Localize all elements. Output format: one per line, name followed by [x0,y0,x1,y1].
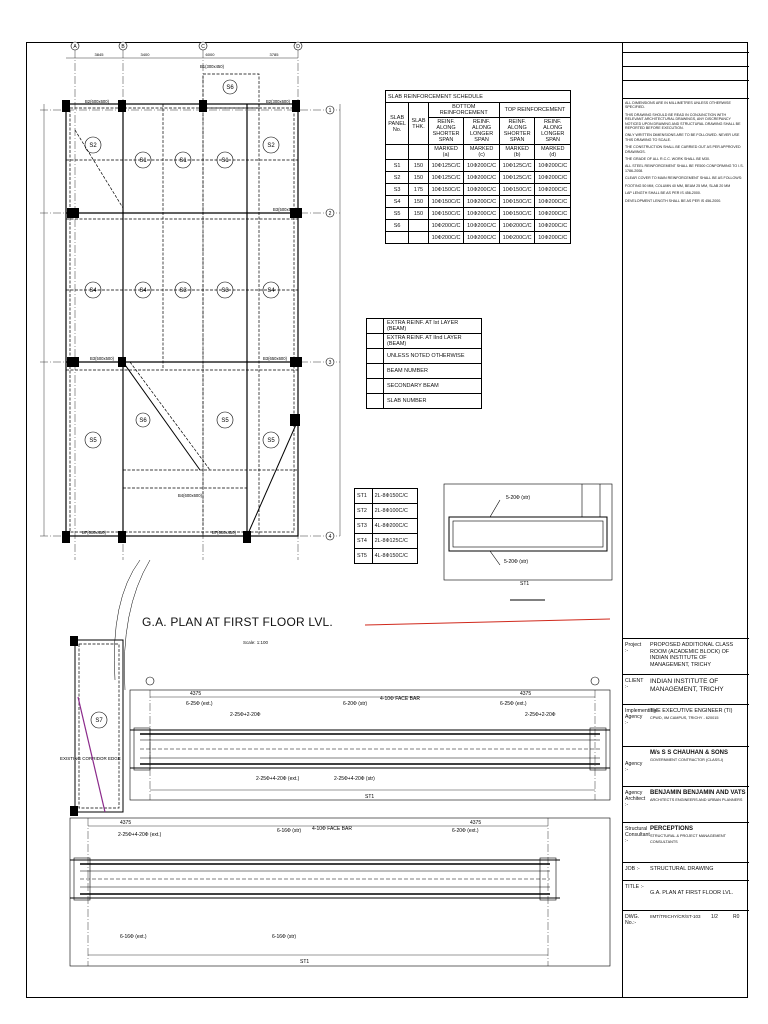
rev-value: R0 [733,914,740,920]
beam-label: B3(650x600) [263,356,287,361]
tb-agency [623,746,749,786]
span-label: 4375 [470,820,482,826]
struct-sub: STRUCTURAL & PROJECT MANAGEMENT CONSULTANTS [650,833,726,845]
stirrup-row [355,504,418,519]
beam-label: B3(500x500) [273,207,297,212]
stirrup-cell: 2L-8Ф125C/C [372,534,417,549]
schedule-cell: 10Ф200C/C [535,208,571,220]
note-item: DEVELOPMENT LENGTH SHALL BE AS PER IS 456-2000. [625,198,722,203]
beam-labels [60,64,298,761]
stirrup-cell: ST2 [355,504,373,519]
plan-scale: Scale: 1:100 [243,640,269,645]
dim-text: 3400 [140,52,150,57]
schedule-cell: S4 [386,196,409,208]
note-item: LAP LENGTH SHALL BE AS PER IS 456-2000. [625,191,701,196]
schedule-cell: 10Ф200C/C [464,232,500,244]
beam-label: B2(300x600) [266,99,290,104]
schedule-cell [409,232,429,244]
stirrup-cell: ST4 [355,534,373,549]
general-notes [623,98,749,638]
grid-label: 3 [328,360,332,366]
bar-label: 6-16Ф (str) [272,934,297,940]
stirrup-cell: 4L-8Ф150C/C [372,549,417,564]
schedule-cell: 10Ф200C/C [535,196,571,208]
job-label: JOB :- [625,866,640,872]
slab-label: S2 [267,143,275,149]
agency-sub: GOVERNMENT CONTRACTOR (CLASS-I) [650,757,724,762]
job-value: STRUCTURAL DRAWING [650,866,714,872]
schedule-cell: 150 [409,208,429,220]
project-value: PROPOSED ADDITIONAL CLASS ROOM (ACADEMIC BLOCK) OF INDIAN INSTITUTE OF MANAGEMENT, TRICHY [650,642,734,668]
grid-label: C [201,44,205,50]
schedule-cell: 10Ф200C/C [464,220,500,232]
columns [62,100,302,816]
title-value: G.A. PLAN AT FIRST FLOOR LVL. [650,890,734,896]
stirrup-cell: 2L-8Ф100C/C [372,504,417,519]
schedule-mark: MARKED (c) [464,145,500,160]
tb-project [623,638,749,674]
schedule-cell: 10Ф200C/C [499,232,535,244]
schedule-head: TOP REINFORCEMENT [499,103,570,118]
slab-circles [85,80,279,728]
slab-label: S2 [89,143,97,149]
section-bottom-label: 5-20Ф (str) [504,559,529,565]
schedule-cell: S2 [386,172,409,184]
grid-bubbles [71,42,334,540]
bar-label: 6-20Ф (str) [343,701,368,707]
note-item: THE GRADE OF ALL R.C.C. WORK SHALL BE M30. [625,157,711,162]
arch-sub: ARCHITECTS ENGINEERS AND URBAN PLANNERS [650,797,743,802]
schedule-head: BOTTOM REINFORCEMENT [428,103,499,118]
slab-label: S4 [267,288,275,294]
dim-text: 3785 [269,52,279,57]
project-label: Project :- [625,642,642,654]
schedule-cell: S5 [386,208,409,220]
schedule-cell: 10Ф200C/C [535,172,571,184]
stirrup-cell: 4L-8Ф200C/C [372,519,417,534]
struct-label: Structural Consultant :- [625,826,650,844]
schedule-cell: 10Ф200C/C [535,160,571,172]
schedule-title: SLAB REINFORCEMENT SCHEDULE [386,91,571,103]
bar-label: 6-16Ф (ext.) [120,934,147,940]
slab-label: S5 [267,438,275,444]
schedule-cell: 10Ф125C/C [428,160,464,172]
grid-label: 2 [328,211,332,217]
beam-label: B7(600x450) [212,530,236,535]
schedule-head: SLAB PANEL No. [386,103,409,145]
grid-label: B [121,44,125,50]
schedule-cell: 150 [409,160,429,172]
legend-item: SLAB NUMBER [384,394,482,409]
impl-label: Implementing Agency :- [625,708,657,726]
schedule-cell: S1 [386,160,409,172]
beam-label: B7(600x450) [82,530,106,535]
schedule-cell: 10Ф200C/C [464,196,500,208]
stirrup-cell: 2L-8Ф150C/C [372,489,417,504]
schedule-row [386,220,571,232]
slab-label: S1 [179,158,187,164]
tb-job [623,862,749,880]
schedule-cell: 10Ф150C/C [499,184,535,196]
note-item: CLEAR COVER TO MAIN REINFORCEMENT SHALL BE AS FOLLOWS: [625,176,743,181]
schedule-cell: 10Ф200C/C [464,172,500,184]
note-item: ONLY WRITTEN DIMENSIONS ARE TO BE FOLLOWED. NEVER USE THIS DRAWING TO SCALE. [625,133,740,142]
slab-label: S3 [221,288,229,294]
note-item: ALL DIMENSIONS ARE IN MILLIMETRES UNLESS OTHERWISE SPECIFIED. [625,101,731,110]
schedule-cell: S3 [386,184,409,196]
schedule-row [386,160,571,172]
corridor-line [78,697,105,812]
bar-label: 2-25Ф+4-20Ф (ext.) [118,832,162,838]
schedule-cell: 10Ф200C/C [499,220,535,232]
title-block [622,42,748,998]
beam-label: B3(500x500) [90,356,114,361]
beam-elevation-2 [70,818,610,966]
schedule-cell: 10Ф150C/C [428,196,464,208]
schedule-cell: 10Ф200C/C [535,232,571,244]
bar-label: 4-10Ф FACE BAR [380,696,420,702]
tb-implementing [623,704,749,746]
sheet-value: 1/2 [711,914,718,920]
bar-label: 4-10Ф FACE BAR [312,826,352,832]
stirrup-label: ST1 [365,794,375,800]
schedule-cell: 10Ф200C/C [464,208,500,220]
arch-label: Agency Architect :- [625,790,646,808]
section-stirrup: ST1 [520,581,530,587]
schedule-cell: 10Ф150C/C [499,208,535,220]
agency-value: M/s S S CHAUHAN & SONS [650,750,729,756]
bar-label: 2-25Ф+4-20Ф (str) [334,776,375,782]
tb-title [623,880,749,910]
schedule-row [386,172,571,184]
slab-label: S7 [95,718,103,724]
red-markup [365,619,610,625]
schedule-cell: 175 [409,184,429,196]
schedule-cell: 10Ф150C/C [428,208,464,220]
slab-label: S4 [139,288,147,294]
arch-value: BENJAMIN BENJAMIN AND VATS [650,790,746,796]
schedule-cell [409,220,429,232]
dwg-label: DWG. No.:- [625,914,640,926]
schedule-cell: 10Ф200C/C [535,220,571,232]
schedule-cell: 10Ф150C/C [428,184,464,196]
beam-label: B4(600x600) [178,493,202,498]
schedule-cell: 10Ф125C/C [428,172,464,184]
note-item: ALL STEEL REINFORCEMENT SHALL BE FE500 CONFORMING TO I.S. 1786-2008. [625,164,744,173]
schedule-subhead: REINF. ALONG LONGER SPAN [464,118,500,145]
bar-label: 6-16Ф (str) [277,828,302,834]
legend-item: EXTRA REINF. AT Ist LAYER (BEAM) [384,319,482,334]
slab-label: S5 [89,438,97,444]
schedule-head: SLAB THK. [409,103,429,145]
stirrup-row [355,489,418,504]
slab-label: S4 [89,288,97,294]
stirrup-row [355,519,418,534]
note-item: FOOTING 50 MM, COLUMN 40 MM, BEAM 25 MM, SLAB 20 MM [625,183,731,188]
schedule-cell: S6 [386,220,409,232]
stirrup-table [354,488,418,564]
schedule-mark: MARKED (b) [499,145,535,160]
schedule-cell: 10Ф150C/C [499,196,535,208]
bar-label: 6-25Ф (ext.) [186,701,213,707]
bar-label: 2-25Ф+4-20Ф (ext.) [256,776,300,782]
schedule-cell: 10Ф200C/C [464,160,500,172]
stirrup-row [355,549,418,564]
legend-item: BEAM NUMBER [384,364,482,379]
schedule-subhead: REINF. ALONG SHORTER SPAN [499,118,535,145]
grid-label: A [73,44,77,50]
stirrup-row [355,534,418,549]
legend-item: SECONDARY BEAM [384,379,482,394]
schedule-cell: 10Ф125C/C [499,160,535,172]
note-item: THIS DRAWING SHOULD BE READ IN CONJUNCTION WITH RELEVANT ARCHITECTURAL DRAWINGS, ANY DISCREPANCY NOTICED UPON DRAWING AND STRUCTURAL DRAWING SHALL BE REPORTED BEFORE EXECUTION. [625,112,741,131]
tb-structural [623,822,749,862]
client-value: INDIAN INSTITUTE OF MANAGEMENT, TRICHY [650,678,724,693]
schedule-subhead: REINF. ALONG LONGER SPAN [535,118,571,145]
tb-header [623,42,749,98]
schedule-cell [386,232,409,244]
tb-client [623,674,749,704]
top-dimensions [95,52,280,57]
schedule-row [386,232,571,244]
schedule-rows [386,160,571,244]
schedule-cell: 150 [409,172,429,184]
span-label: 4375 [190,691,202,697]
client-label: CLIENT :- [625,678,644,690]
legend-item: EXTRA REINF. AT IInd LAYER (BEAM) [384,334,482,349]
grid-label: D [296,44,300,50]
bar-label: 2-25Ф+2-20Ф [230,712,261,718]
schedule-subhead: REINF. ALONG SHORTER SPAN [428,118,464,145]
corridor-label: EXISTING CORRIDOR EDGE [60,756,121,761]
slab-label: S1 [139,158,147,164]
legend-table [366,318,482,409]
schedule-cell: 10Ф200C/C [535,184,571,196]
title-label: TITLE :- [625,884,644,890]
slab-label: S5 [221,418,229,424]
bar-label: 6-20Ф (ext.) [452,828,479,834]
grid-label: 1 [328,108,332,114]
schedule-cell: 10Ф125C/C [499,172,535,184]
slab-reinforcement-schedule [385,90,571,244]
schedule-cell: 10Ф200C/C [464,184,500,196]
slab-label: S6 [226,85,234,91]
agency-label: Agency :- [625,761,643,773]
dim-text: 6000 [205,52,215,57]
schedule-mark: MARKED (a) [428,145,464,160]
beam-label: B2(600x600) [85,99,109,104]
plan-title: G.A. PLAN AT FIRST FLOOR LVL. [142,615,333,629]
bar-label: 6-25Ф (ext.) [500,701,527,707]
impl-value: THE EXECUTIVE ENGINEER (TI) [650,708,733,714]
tb-dwg [623,910,749,998]
dwg-value: IIMT/TRICHY/CR/ST-103 [650,914,701,919]
grid-labels [73,44,331,540]
slab-label: S1 [221,158,229,164]
note-item: THE CONSTRUCTION SHALL BE CARRIED OUT AS PER APPROVED DRAWINGS. [625,145,741,154]
struct-value: PERCEPTIONS [650,826,694,832]
stirrup-cell: ST1 [355,489,373,504]
stirrup-cell: ST3 [355,519,373,534]
beam-label: B1(300x450) [200,64,224,69]
schedule-cell: 150 [409,196,429,208]
impl-sub: CPWD, IIM CAMPUS, TRICHY - 620015 [650,715,719,720]
stirrup-cell: ST5 [355,549,373,564]
schedule-row [386,184,571,196]
tb-architect [623,786,749,822]
dim-text: 3845 [94,52,104,57]
schedule-mark: MARKED (d) [535,145,571,160]
grid-label: 4 [328,534,332,540]
schedule-row [386,208,571,220]
bar-label: 2-25Ф+2-20Ф [525,712,556,718]
slab-label: S3 [179,288,187,294]
section-top-label: 5-20Ф (str) [506,495,531,501]
schedule-cell: 10Ф200C/C [428,220,464,232]
stirrup-label: ST1 [300,959,310,965]
schedule-cell: 10Ф200C/C [428,232,464,244]
legend-item: UNLESS NOTED OTHERWISE [384,349,482,364]
span-label: 4375 [120,820,132,826]
slab-label: S6 [139,418,147,424]
schedule-row [386,196,571,208]
span-label: 4375 [520,691,532,697]
